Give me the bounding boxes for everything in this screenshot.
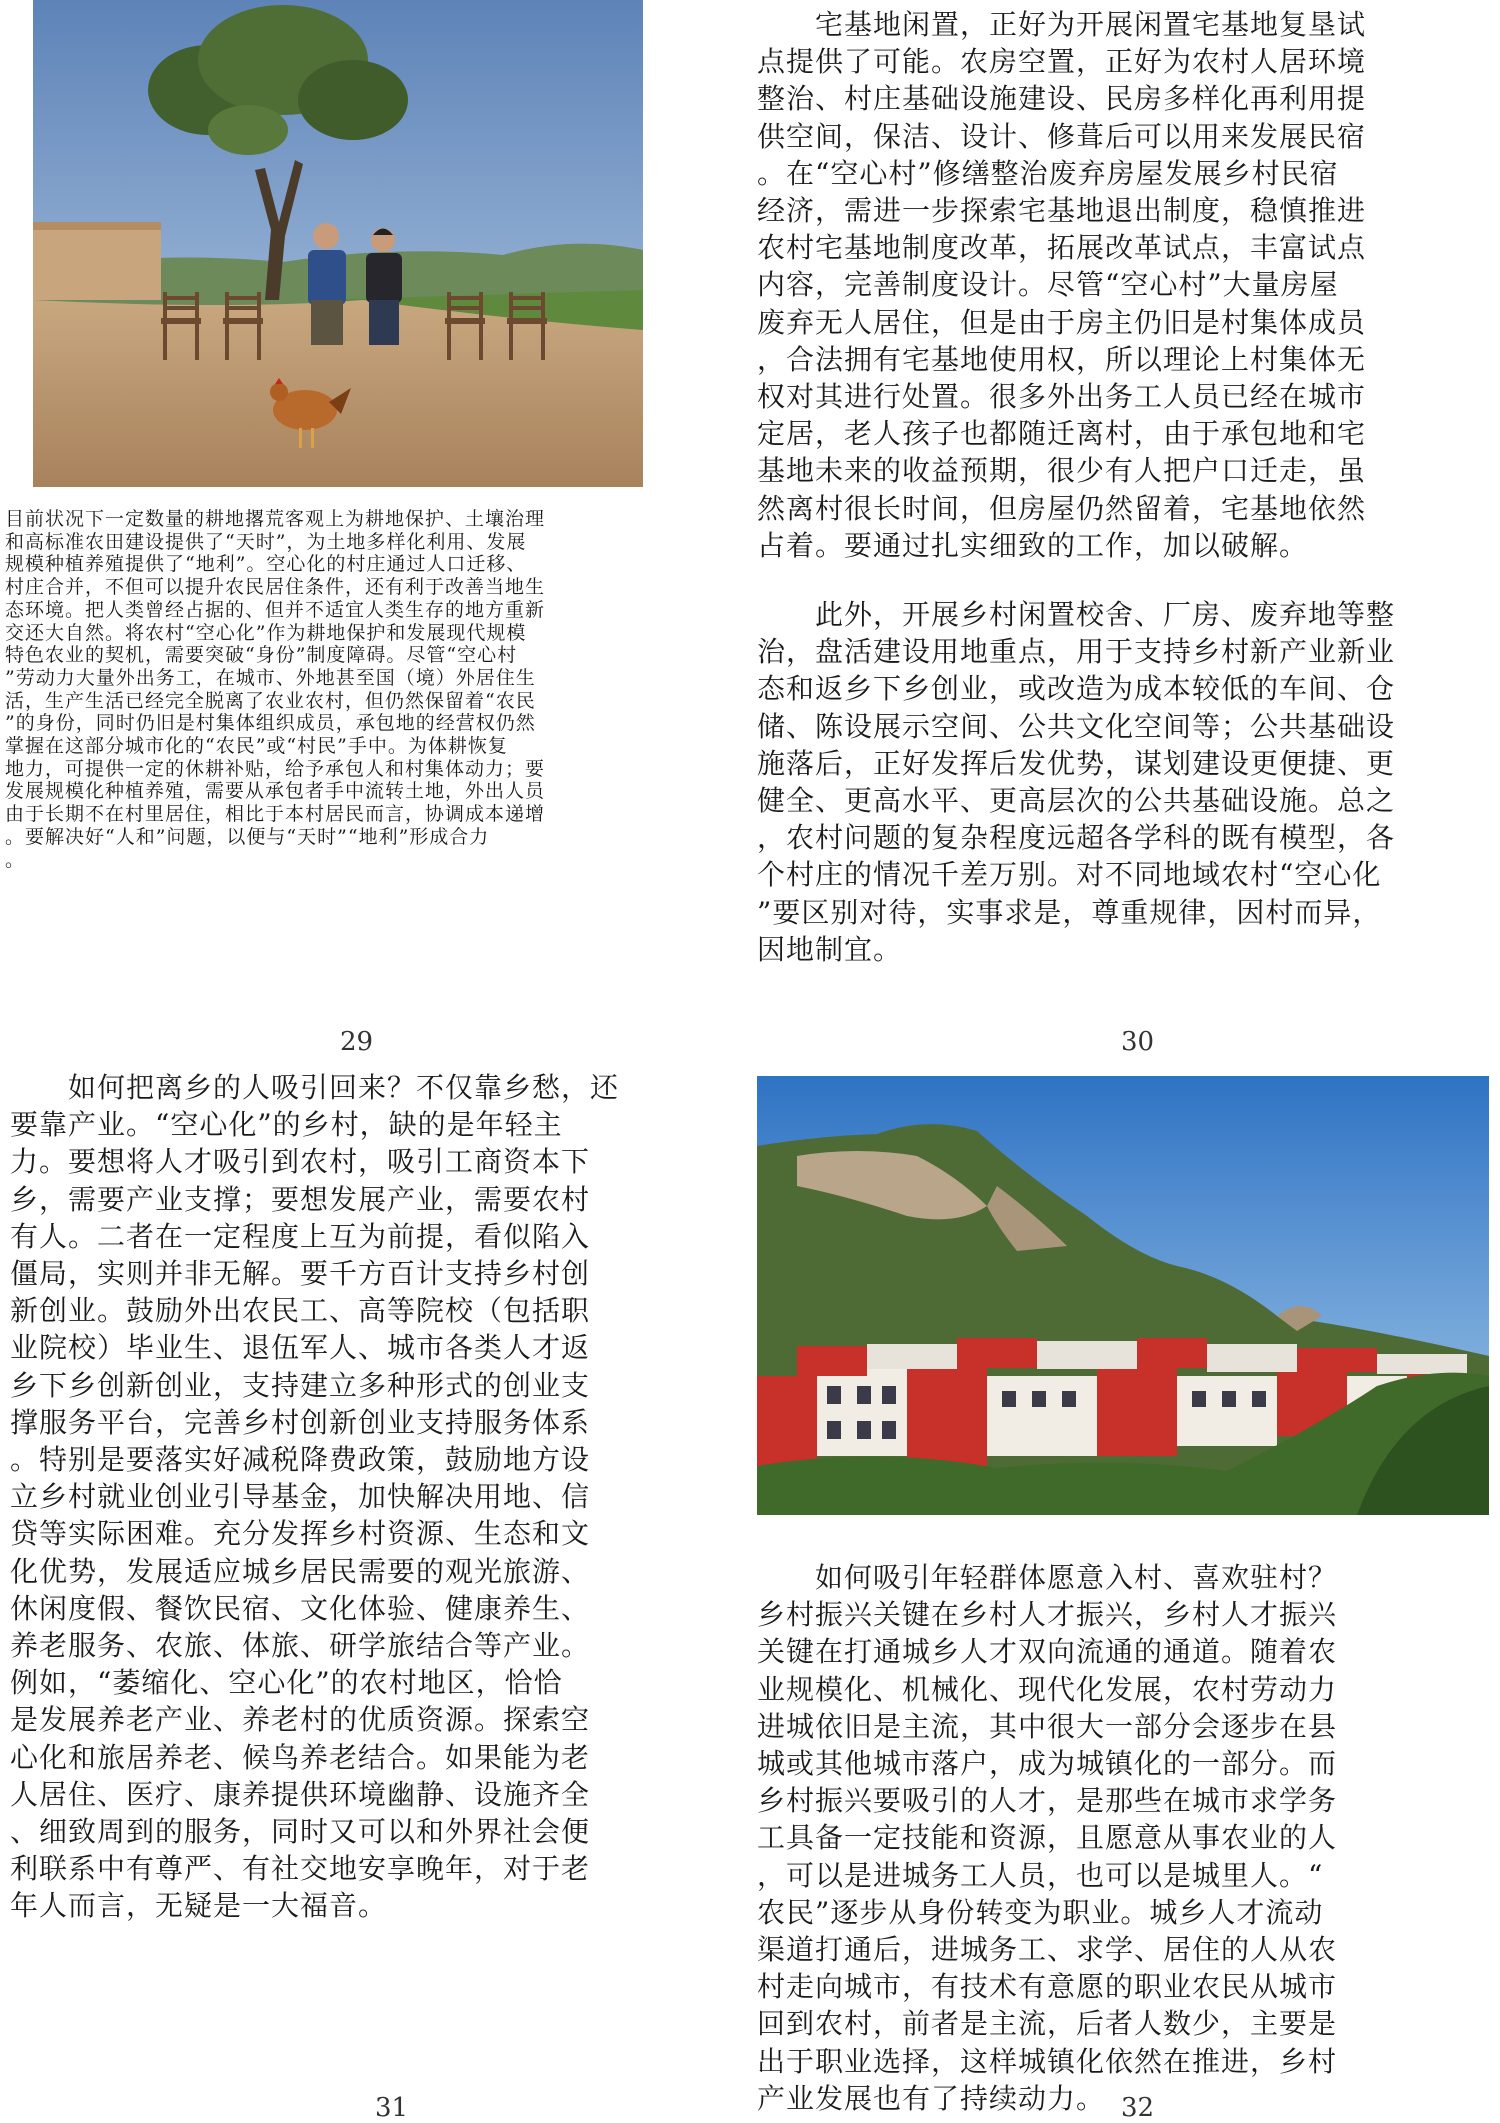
- page-number-29: 29: [340, 1027, 374, 1057]
- page-32-body-text: 如何吸引年轻群体愿意入村、喜欢驻村？ 乡村振兴关键在乡村人才振兴，乡村人才振兴 关键在打通城乡人才双向流通的通道。随着农 业规模化、机械化、现代化发展，农村劳动力 进城依旧是主流，其中很大一部分会逐步在县 城或其他城市落户，成为城镇化的一部分。而 乡村振兴要吸引的人才，是那些在城市求学务 工具备一定技能和资源，且愿意从事农业的人 ，可以是进城务工人员，也可以是城里人。“ 农民”逐步从身份转变为职业。城乡人才流动 渠道打通后，进城务工、求学、居住的人从农 村走向城市，有技术有意愿的职业农民从城市 回到农村，前者是主流，后者人数少，主要是 出于职业选择，这样城镇化依然在推进，乡村 产业发展也有了持续动力。: [757, 1561, 1338, 2115]
- page-29-caption: 目前状况下一定数量的耕地撂荒客观上为耕地保护、土壤治理 和高标准农田建设提供了“天时”，为土地多样化利用、发展 规模种植养殖提供了“地利”。空心化的村庄通过人口迁移、 村庄合并，不但可以提升农民居住条件，还有利于改善当地生 态环境。把人类曾经占据的、但并不适宜人类生存的地方重新 交还大自然。将农村“空心化”作为耕地保护和发展现代规模 特色农业的契机，需要突破“身份”制度障碍。尽管“空心村 ”劳动力大量外出务工，在城市、外地甚至国（境）外居住生 活，生产生活已经完全脱离了农业农村，但仍然保留着“农民 ”的身份，同时仍旧是村集体组织成员，承包地的经营权仍然 掌握在这部分城市化的“农民”或“村民”手中。为体耕恢复 地力，可提供一定的休耕补贴，给予承包人和村集体动力；要 发展规模化种植养殖，需要从承包者手中流转土地，外出人员 由于长期不在村里居住，相比于本村居民而言，协调成本递增 。要解决好“人和”问题，以便与“天时”“地利”形成合力 。: [5, 508, 546, 871]
- farmland-couple-photo: [33, 0, 643, 487]
- village-houses-photo: [757, 1076, 1489, 1515]
- page-number-31: 31: [375, 2093, 409, 2123]
- page-number-30: 30: [1121, 1027, 1155, 1057]
- page-30-paragraph-2: 此外，开展乡村闲置校舍、厂房、废弃地等整 治，盘活建设用地重点，用于支持乡村新产业新业 态和返乡下乡创业，或改造为成本较低的车间、仓 储、陈设展示空间、公共文化空间等；公共基础设 施落后，正好发挥后发优势，谋划建设更便捷、更 健全、更高水平、更高层次的公共基础设施。总之 ，农村问题的复杂程度远超各学科的既有模型，各 个村庄的情况千差万别。对不同地域农村“空心化 ”要区别对待，实事求是，尊重规律，因村而异， 因地制宜。: [757, 598, 1396, 966]
- page-31-body-text: 如何把离乡的人吸引回来？不仅靠乡愁，还 要靠产业。“空心化”的乡村，缺的是年轻主 力。要想将人才吸引到农村，吸引工商资本下 乡，需要产业支撑；要想发展产业，需要农村 有人。二者在一定程度上互为前提，看似陷入 僵局，实则并非无解。要千方百计支持乡村创 新创业。鼓励外出农民工、高等院校（包括职 业院校）毕业生、退伍军人、城市各类人才返 乡下乡创新创业，支持建立多种形式的创业支 撑服务平台，完善乡村创新创业支持服务体系 。特别是要落实好减税降费政策，鼓励地方设 立乡村就业创业引导基金，加快解决用地、信 贷等实际困难。充分发挥乡村资源、生态和文 化优势，发展适应城乡居民需要的观光旅游、 休闲度假、餐饮民宿、文化体验、健康养生、 养老服务、农旅、体旅、研学旅结合等产业。 例如，“萎缩化、空心化”的农村地区，恰恰 是发展养老产业、养老村的优质资源。探索空 心化和旅居养老、候鸟养老结合。如果能为老 人居住、医疗、康养提供环境幽静、设施齐全 、细致周到的服务，同时又可以和外界社会便 利联系中有尊严、有社交地安享晚年，对于老 年人而言，无疑是一大福音。: [10, 1071, 620, 1923]
- page-30-paragraph-1: 宅基地闲置，正好为开展闲置宅基地复垦试 点提供了可能。农房空置，正好为农村人居环境 整治、村庄基础设施建设、民房多样化再利用提 供空间，保洁、设计、修葺后可以用来发展民宿 。在“空心村”修缮整治废弃房屋发展乡村民宿 经济，需进一步探索宅基地退出制度，稳慎推进 农村宅基地制度改革，拓展改革试点，丰富试点 内容，完善制度设计。尽管“空心村”大量房屋 废弃无人居住，但是由于房主仍旧是村集体成员 ，合法拥有宅基地使用权，所以理论上村集体无 权对其进行处置。很多外出务工人员已经在城市 定居，老人孩子也都随迁离村，由于承包地和宅 基地未来的收益预期，很少有人把户口迁走，虽 然离村很长时间，但房屋仍然留着，宅基地依然 占着。要通过扎实细致的工作，加以破解。: [757, 8, 1367, 562]
- page-number-32: 32: [1121, 2093, 1155, 2123]
